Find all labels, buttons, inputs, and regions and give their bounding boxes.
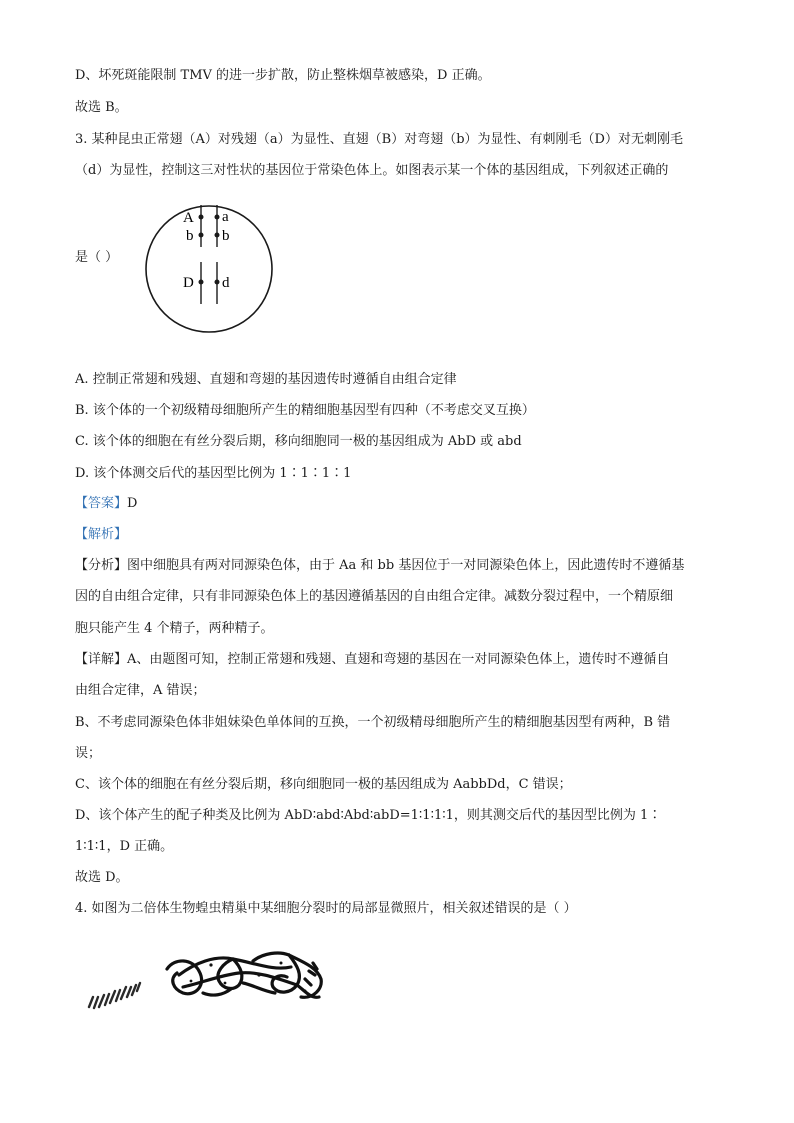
cell-chromosome-diagram <box>143 195 275 343</box>
micrograph-fragments <box>89 983 140 1008</box>
option-b: B. 该个体的一个初级精母细胞所产生的精细胞基因型有四种（不考虑交叉互换） <box>75 403 535 418</box>
gene-label-b-left: b <box>186 228 194 244</box>
locus-dot <box>199 280 204 285</box>
xiangjie-line: C、该个体的细胞在有丝分裂后期，移向细胞同一极的基因组成为 AabbDd，C 错误； <box>75 777 572 792</box>
question-3-stem: （d）为显性，控制这三对性状的基因位于常染色体上。如图表示某一个体的基因组成，下列叙述正确的 <box>75 163 669 178</box>
gene-label-d: d <box>222 275 230 291</box>
chromosome-micrograph <box>83 935 333 1015</box>
analysis-line <box>75 526 127 544</box>
fenxi-text: 图中细胞具有两对同源染色体，由于 Aa 和 bb 基因位于一对同源染色体上，因此遗传时不遵循基 <box>127 558 685 573</box>
question-4-stem: 4. 如图为二倍体生物蝗虫精巢中某细胞分裂时的局部显微照片，相关叙述错误的是（ ） <box>75 901 577 916</box>
locus-dot <box>199 233 204 238</box>
xiangjie-line: B、不考虑同源染色体非姐妹染色单体间的互换，一个初级精母细胞所产生的精细胞基因型有两种，B 错 <box>75 715 671 730</box>
gene-label-a: a <box>222 209 229 225</box>
xiangjie-line: 由组合定律，A 错误； <box>75 683 206 698</box>
answer-tag: 【答案】 <box>75 496 128 511</box>
xiangjie-line <box>75 651 669 669</box>
xiangjie-line: 误； <box>75 746 102 761</box>
fenxi-line: 胞只能产生 4 个精子，两种精子。 <box>75 621 274 636</box>
locus-dot <box>215 280 220 285</box>
xiangjie-line: 1∶1∶1，D 正确。 <box>75 839 174 854</box>
gene-label-b-right: b <box>222 228 230 244</box>
option-d: D. 该个体测交后代的基因型比例为 1∶1∶1∶1 <box>75 466 352 481</box>
question-3-stem: 是（ ） <box>75 250 119 265</box>
chromosome-pair-shape <box>167 953 321 997</box>
gene-label-A: A <box>183 210 194 226</box>
conclusion-line: 故选 D。 <box>75 870 129 885</box>
xiangjie-line: D、该个体产生的配子种类及比例为 AbD∶abd∶Abd∶abD=1∶1∶1∶1，则其测交后代的基因型比例为 1∶ <box>75 808 662 823</box>
fenxi-line: 因的自由组合定律，只有非同源染色体上的基因遵循基因的自由组合定律。减数分裂过程中，一个精原细 <box>75 589 674 604</box>
text-line: 故选 B。 <box>75 100 128 115</box>
answer-line <box>75 495 137 513</box>
cell-outline <box>146 206 272 332</box>
locus-dot <box>215 215 220 220</box>
gene-label-D: D <box>183 275 194 291</box>
xiangjie-tag: 【详解】 <box>75 652 128 667</box>
fenxi-line <box>75 557 684 575</box>
question-3-stem: 3. 某种昆虫正常翅（A）对残翅（a）为显性、直翅（B）对弯翅（b）为显性、有刺刚毛（D）对无刺刚毛 <box>75 132 683 147</box>
answer-value: D <box>127 496 138 511</box>
option-a: A. 控制正常翅和残翅、直翅和弯翅的基因遗传时遵循自由组合定律 <box>75 372 457 387</box>
locus-dot <box>199 215 204 220</box>
locus-dot <box>215 233 220 238</box>
text-line: D、坏死斑能限制 TMV 的进一步扩散，防止整株烟草被感染，D 正确。 <box>75 68 491 83</box>
fenxi-tag: 【分析】 <box>75 558 128 573</box>
analysis-tag: 【解析】 <box>75 527 128 542</box>
xiangjie-text: A、由题图可知，控制正常翅和残翅、直翅和弯翅的基因在一对同源染色体上，遗传时不遵循自 <box>127 652 670 667</box>
option-c: C. 该个体的细胞在有丝分裂后期，移向细胞同一极的基因组成为 AbD 或 abd <box>75 434 522 449</box>
